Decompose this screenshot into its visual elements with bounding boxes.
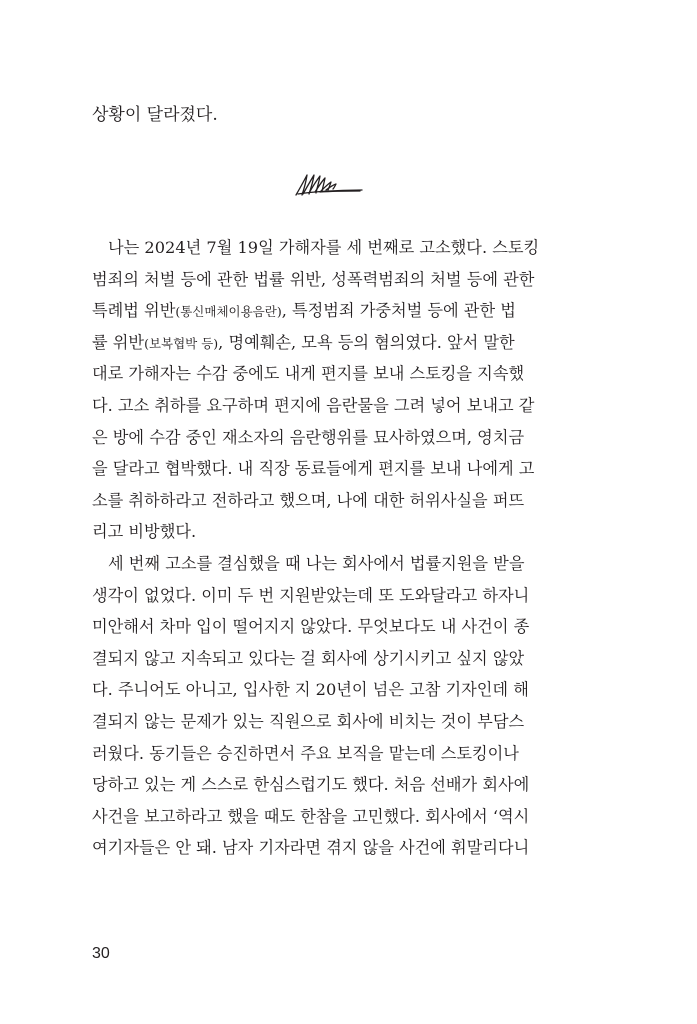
text-line [92, 706, 612, 738]
text-line-main: 미안해서 차마 입이 떨어지지 않았다. 무엇보다도 내 사건이 종 [92, 617, 530, 637]
text-line [92, 611, 612, 643]
text-line-main: 률 위반 [92, 332, 145, 352]
text-line [92, 580, 612, 612]
text-line [92, 832, 612, 864]
text-line [92, 453, 612, 485]
text-line [92, 422, 612, 454]
text-line [92, 769, 612, 801]
opening-line: 상황이 달라졌다. [92, 105, 218, 125]
text-line-main: 범죄의 처벌 등에 관한 법률 위반, 성폭력범죄의 처벌 등에 관한 [92, 269, 535, 289]
text-line-annotation: (통신매체이용음란) [175, 304, 282, 320]
text-line [92, 643, 612, 675]
text-line-main: 결되지 않는 문제가 있는 직원으로 회사에 비치는 것이 부담스 [92, 711, 525, 731]
text-line-main: 다. 주니어도 아니고, 입사한 지 20년이 넘은 고참 기자인데 해 [92, 680, 529, 700]
text-line-main: 다. 고소 취하를 요구하며 편지에 음란물을 그려 넣어 보내고 같 [92, 395, 535, 415]
text-line-main: 소를 취하하라고 전하라고 했으며, 나에 대한 허위사실을 퍼뜨 [92, 490, 525, 510]
handwritten-flourish-icon [290, 168, 370, 202]
text-line-annotation: (보복협박 등) [144, 335, 219, 351]
text-line-main: 특례법 위반 [92, 301, 176, 321]
text-line-main: 사건을 보고하라고 했을 때도 한참을 고민했다. 회사에서 ‘역시 [92, 806, 530, 826]
text-line [92, 264, 612, 296]
text-line [92, 738, 612, 770]
text-line-main: 은 방에 수감 중인 재소자의 음란행위를 묘사하였으며, 영치금 [92, 427, 525, 447]
text-line-main: 여기자들은 안 돼. 남자 기자라면 겪지 않을 사건에 휘말리다니 [92, 838, 530, 858]
text-line-main: 당하고 있는 게 스스로 한심스럽기도 했다. 처음 선배가 회사에 [92, 775, 530, 795]
text-line-main: 나는 2024년 7월 19일 가해자를 세 번째로 고소했다. 스토킹 [108, 238, 540, 257]
text-line-rest: , 명예훼손, 모욕 등의 혐의였다. 앞서 말한 [218, 332, 515, 352]
text-line-main: 생각이 없었다. 이미 두 번 지원받았는데 또 도와달라고 하자니 [92, 585, 530, 605]
text-line [92, 485, 612, 517]
text-line [92, 674, 612, 706]
text-line-main: 을 달라고 협박했다. 내 직장 동료들에게 편지를 보내 나에게 고 [92, 459, 535, 479]
page-number: 30 [92, 945, 110, 962]
text-line [92, 232, 612, 264]
text-line-rest: , 특정범죄 가중처벌 등에 관한 법 [281, 301, 516, 321]
text-line [92, 390, 612, 422]
text-line-main: 결되지 않고 지속되고 있다는 걸 회사에 상기시키고 싶지 않았 [92, 648, 525, 668]
text-line-main: 러웠다. 동기들은 승진하면서 주요 보직을 맡는데 스토킹이나 [92, 743, 519, 763]
text-line [92, 327, 612, 359]
text-line [92, 801, 612, 833]
text-line [92, 548, 612, 580]
text-line-main: 리고 비방했다. [92, 522, 197, 542]
text-line [92, 516, 612, 548]
text-line-main: 세 번째 고소를 결심했을 때 나는 회사에서 법률지원을 받을 [108, 553, 525, 573]
text-line [92, 295, 612, 327]
text-line [92, 358, 612, 390]
text-line-main: 대로 가해자는 수감 중에도 내게 편지를 보내 스토킹을 지속했 [92, 364, 525, 384]
body-text [92, 232, 612, 864]
